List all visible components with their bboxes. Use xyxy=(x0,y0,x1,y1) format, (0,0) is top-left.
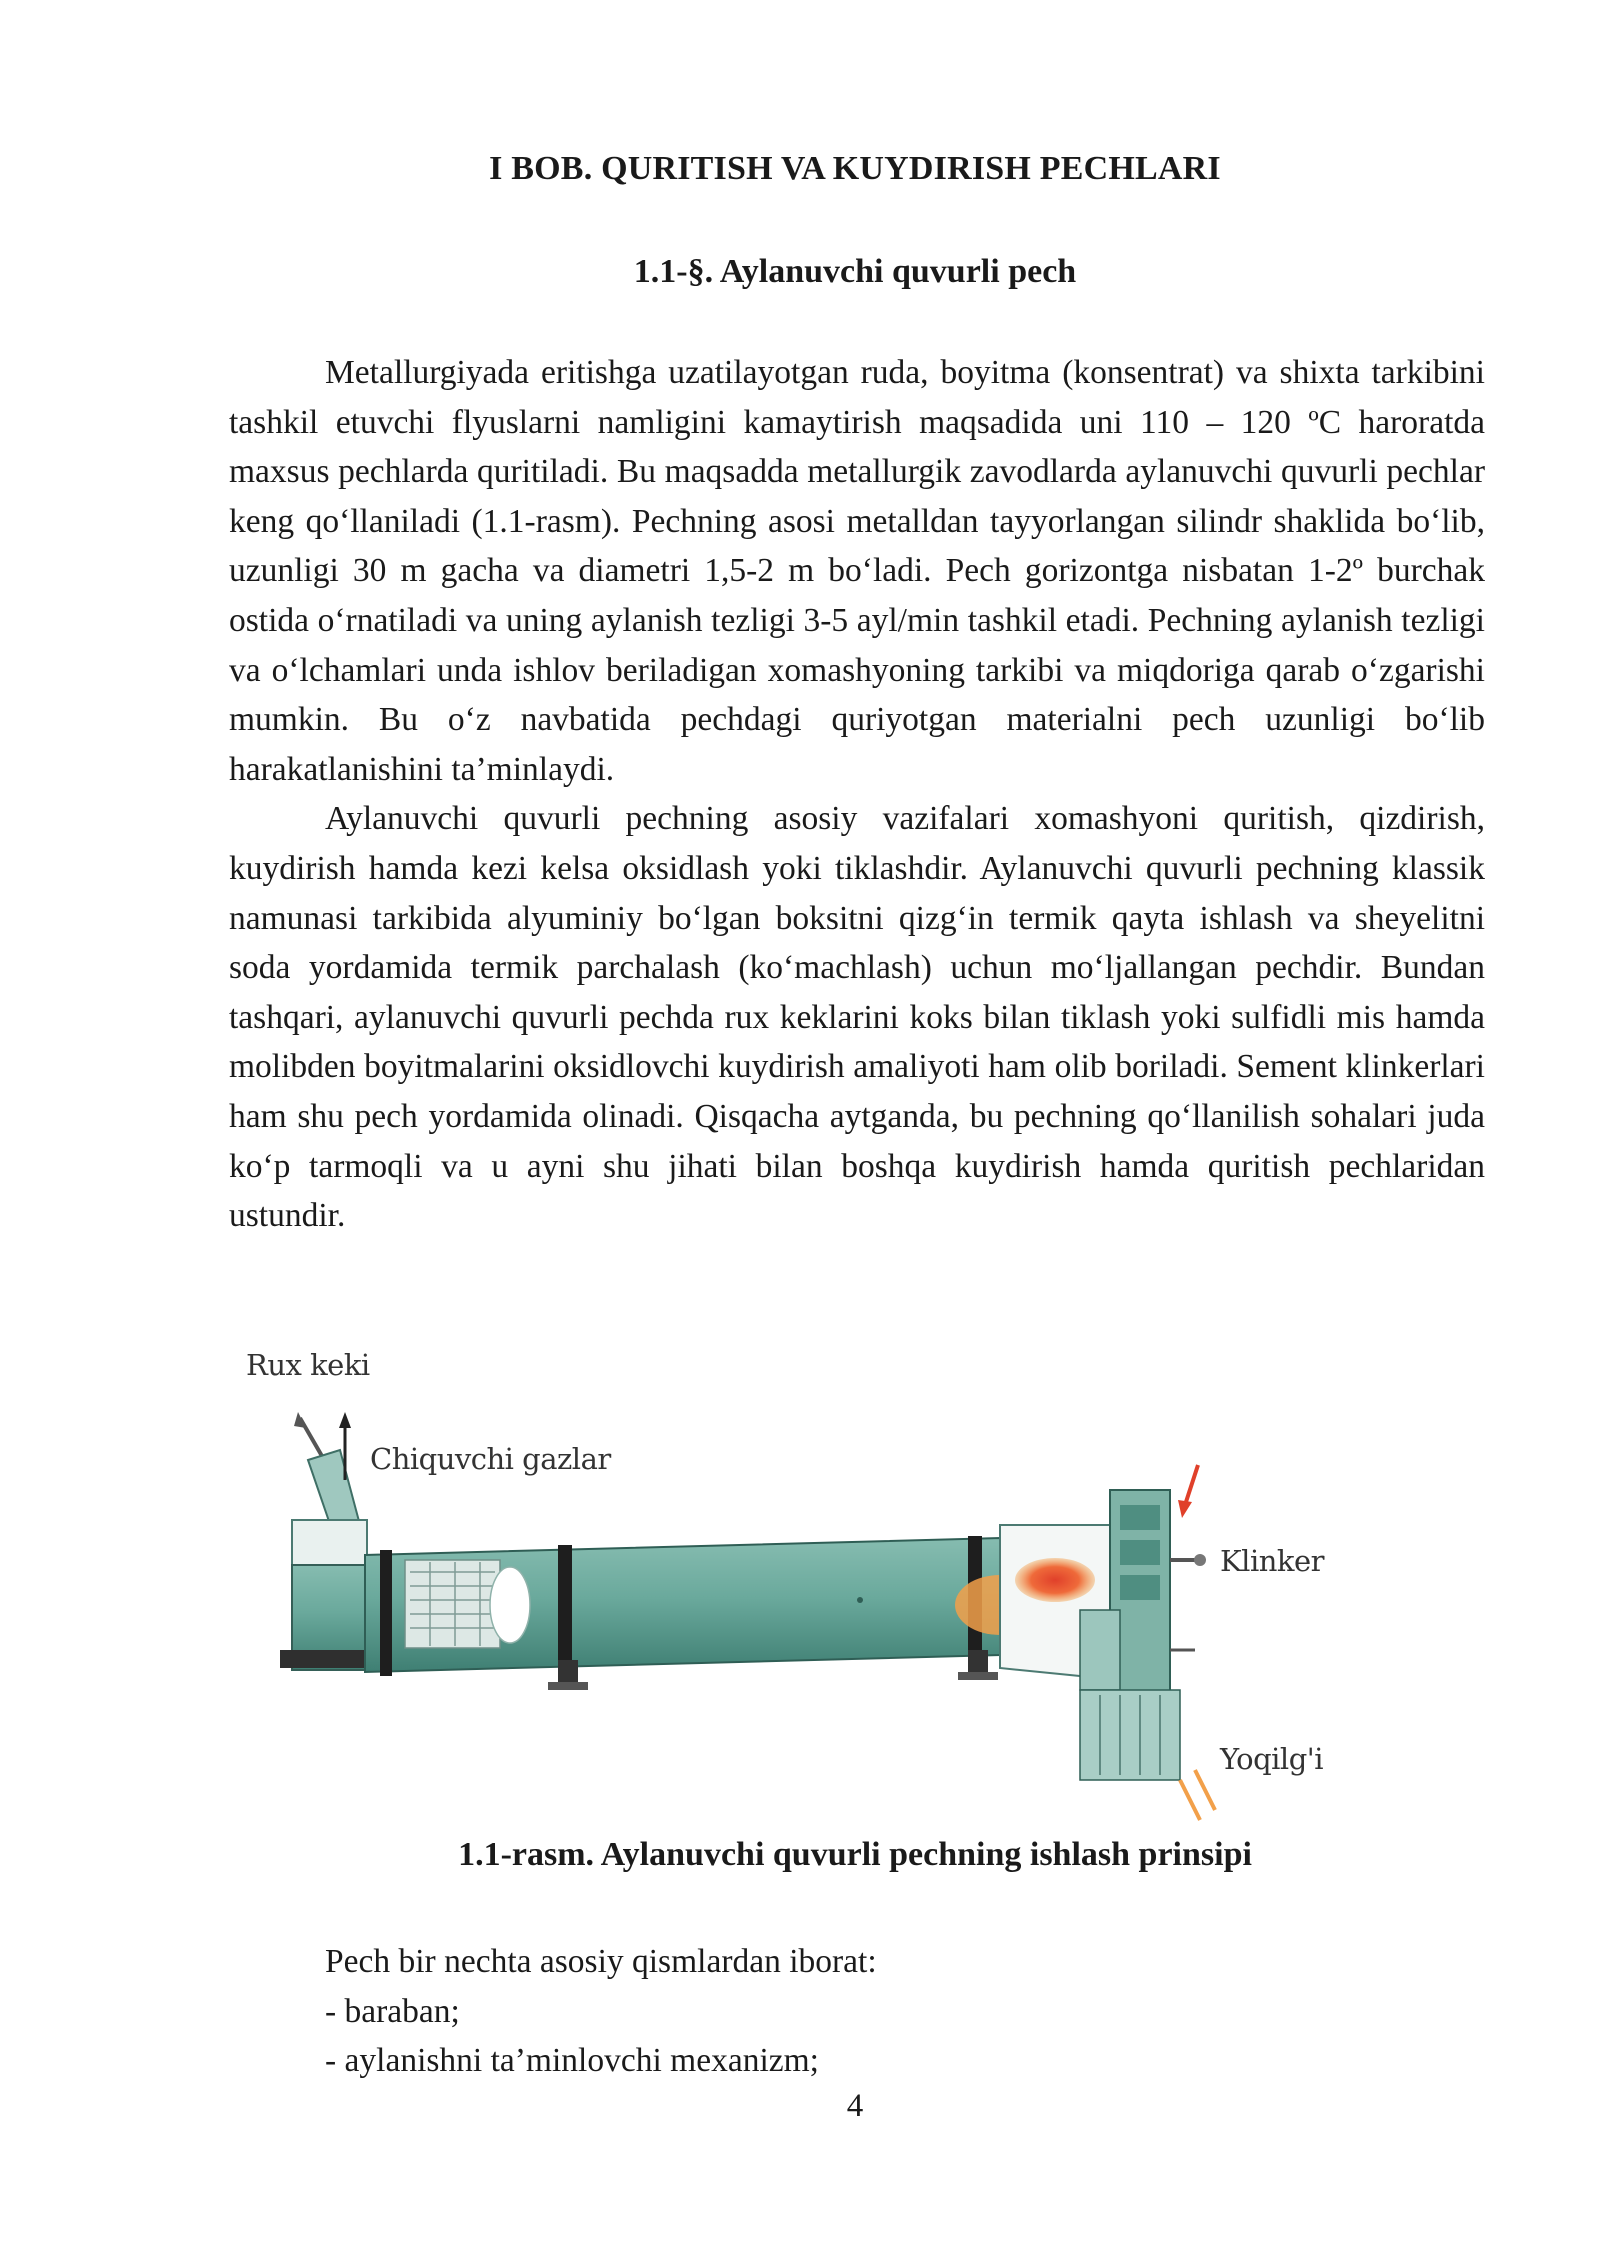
page-number: 4 xyxy=(846,2088,864,2124)
klinker-arrow xyxy=(1178,1465,1198,1518)
flame xyxy=(1015,1558,1095,1602)
kiln-drum xyxy=(365,1536,1045,1690)
body-text xyxy=(229,348,1485,1241)
firing-hood xyxy=(1000,1490,1206,1780)
chapter-title: I BOB. QURITISH VA KUYDIRISH PECHLARI xyxy=(489,150,1221,187)
rotary-kiln-illustration xyxy=(240,1350,1340,1830)
figure-caption: 1.1-rasm. Aylanuvchi quvurli pechning ishlash prinsipi xyxy=(458,1836,1252,1873)
list-intro: Pech bir nechta asosiy qismlardan iborat: xyxy=(325,1943,877,1980)
riding-ring xyxy=(380,1550,392,1676)
list-item: - baraban; xyxy=(325,1992,460,2030)
label-klinker: Klinker xyxy=(1220,1544,1324,1578)
section-title: 1.1-§. Aylanuvchi quvurli pech xyxy=(633,253,1077,290)
label-rux-keki: Rux keki xyxy=(246,1348,370,1382)
list-item: - aylanishni ta’minlovchi mexanizm; xyxy=(325,2042,819,2080)
riding-ring xyxy=(558,1545,572,1667)
feed-end-housing xyxy=(280,1520,375,1670)
paragraph-1: Metallurgiyada eritishga uzatilayotgan ruda, boyitma (konsentrat) va shixta tarkibini tashkil etuvchi flyuslarni namligini kamaytirish maqsadida uni 110 – 120 ºC haroratda maxsus pechlarda quritiladi. Bu maqsadda metallurgik zavodlarda aylanuvchi quvurli pechlar keng qo‘llaniladi (1.1-rasm). Pechning asosi metalldan tayyorlangan silindr shaklida bo‘lib, uzunligi 30 m gacha va diametri 1,5-2 m bo‘ladi. Pech gorizontga nisbatan 1-2º burchak ostida o‘rnatiladi va uning aylanish tezligi 3-5 ayl/min tashkil etadi. Pechning aylanish tezligi va o‘lchamlari unda ishlov beriladigan xomashyoning tarkibi va miqdoriga qarab o‘zgarishi mumkin. Bu o‘z navbatida pechdagi quriyotgan materialni pech uzunligi bo‘lib harakatlanishini ta’minlaydi. xyxy=(229,354,1485,788)
fuel-arrow xyxy=(1180,1770,1215,1820)
label-chiquvchi-gazlar: Chiquvchi gazlar xyxy=(370,1442,611,1476)
paragraph-2: Aylanuvchi quvurli pechning asosiy vazifalari xomashyoni quritish, qizdirish, kuydirish hamda kezi kelsa oksidlash yoki tiklashdir. Aylanuvchi quvurli pechning klassik namunasi tarkibida alyuminiy bo‘lgan boksitni qizg‘in termik qayta ishlash va sheyelitni soda yordamida termik parchalash (ko‘machlash) uchun mo‘ljallangan pechdir. Bundan tashqari, aylanuvchi quvurli pechda rux keklarini koks bilan tiklash yoki sulfidli mis hamda molibden boyitmalarini oksidlovchi kuydirish amaliyoti ham olib boriladi. Sement klinkerlari ham shu pech yordamida olinadi. Qisqacha aytganda, bu pechning qo‘llanilish sohalari juda ko‘p tarmoqli va u ayni shu jihati bilan boshqa kuydirish hamda quritish pechlaridan ustundir. xyxy=(229,800,1485,1235)
feed-chute xyxy=(294,1412,360,1530)
label-yoqilgi: Yoqilg'i xyxy=(1220,1742,1324,1776)
components-list xyxy=(325,1937,877,2086)
rotary-kiln-figure xyxy=(240,1350,1340,1830)
